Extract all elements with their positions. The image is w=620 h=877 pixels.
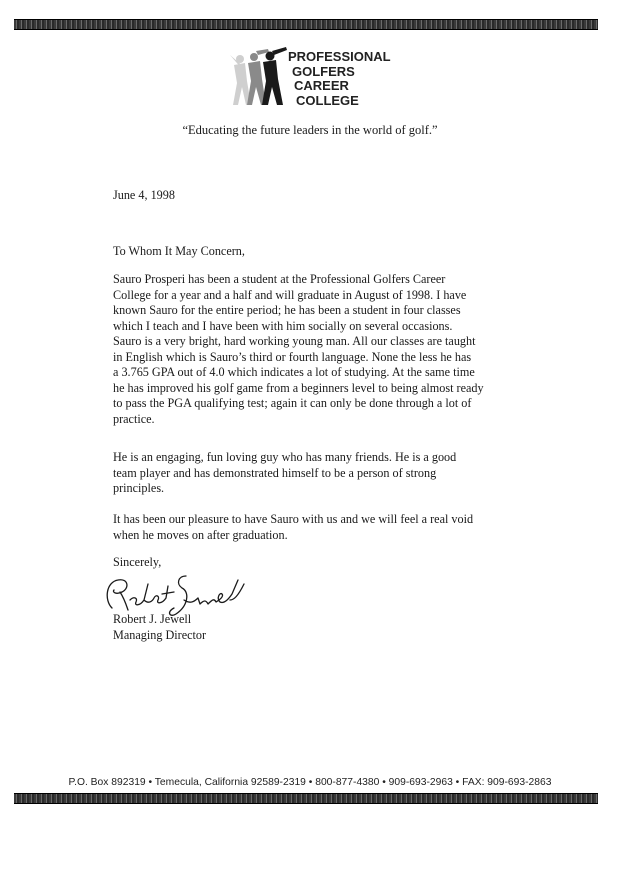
paragraph-line: principles. [113,481,165,496]
signer-title: Managing Director [113,628,207,642]
paragraph [113,450,513,497]
top-border-rule [14,19,598,30]
salutation: To Whom It May Concern, [113,244,245,258]
paragraph [113,512,513,543]
paragraph [113,272,513,334]
paragraph-line: It has been our pleasure to have Sauro with us and we will feel a real void [113,512,474,526]
college-name-line: COLLEGE [296,92,359,108]
footer-address: P.O. Box 892319 • Temecula, California 92589-2319 • 800-877-4380 • 909-693-2963 • FAX: 909-693-2863 [68,777,552,788]
paragraph-line: He is an engaging, fun loving guy who has many friends. He is a good [113,450,457,464]
college-name-line: GOLFERS [292,63,355,79]
paragraph-line: to pass the PGA qualifying test; again it can only be done through a lot of [113,396,472,411]
college-name-line: CAREER [294,78,349,93]
letter-date: June 4, 1998 [113,188,175,202]
motto: “Educating the future leaders in the world of golf.” [182,123,438,137]
paragraph-line: when he moves on after graduation. [113,527,288,542]
college-name-line: PROFESSIONAL [288,49,391,64]
paragraph-line: team player and has demonstrated himself to be a person of strong [113,465,437,480]
golfer-silhouettes-icon [226,47,288,113]
paragraph-line: College for a year and a half and will graduate in August of 1998. I have [113,287,467,302]
bottom-border-rule [14,793,598,804]
college-name [288,50,391,108]
paragraph-line: in English which is Sauro’s third or fourth language. None the less he has [113,349,472,364]
paragraph-line: known Sauro for the entire period; he has been a student in four classes [113,303,461,318]
paragraph-line: Sauro is a very bright, hard working young man. All our classes are taught [113,334,476,348]
paragraph-line: Sauro Prosperi has been a student at the Professional Golfers Career [113,272,446,286]
paragraph [113,334,513,428]
paragraph-line: a 3.765 GPA out of 4.0 which indicates a lot of studying. At the same time [113,365,475,380]
signer-name: Robert J. Jewell [113,612,192,626]
paragraph-line: which I teach and I have been with him socially on several occasions. [113,318,453,333]
paragraph-line: he has improved his golf game from a beginners level to being almost ready [113,380,484,395]
college-logo [226,47,396,113]
closing: Sincerely, [113,555,162,569]
paragraph-line: practice. [113,411,155,426]
